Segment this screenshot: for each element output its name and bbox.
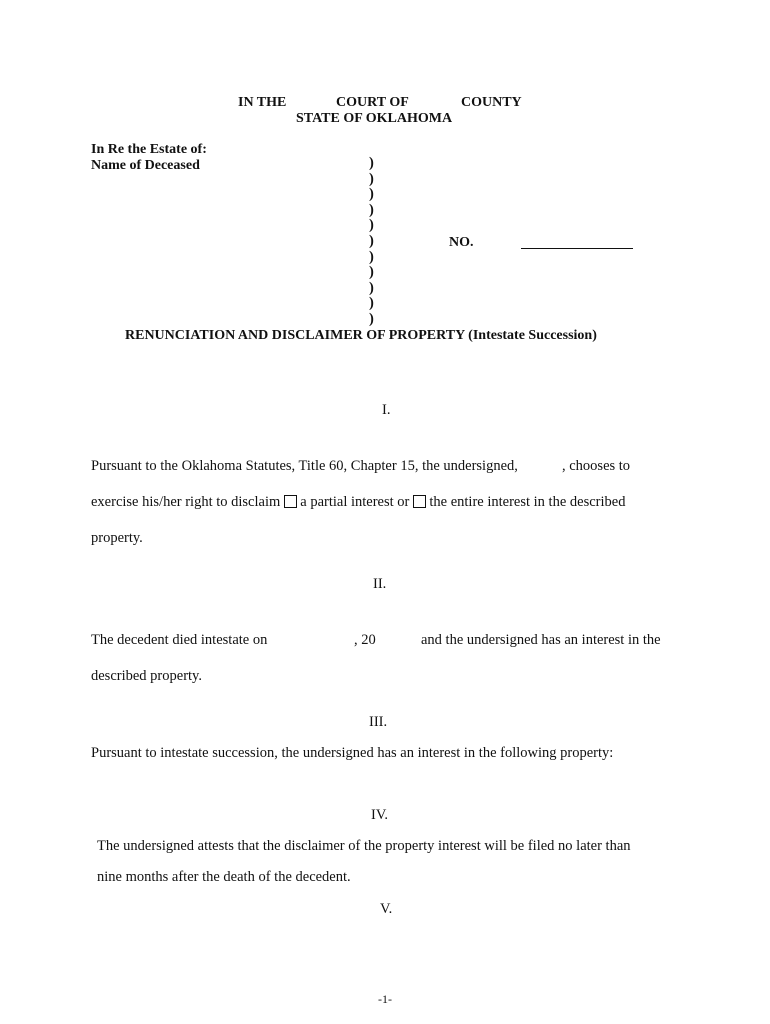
document-title: RENUNCIATION AND DISCLAIMER OF PROPERTY (Intestate Succession) [125,328,597,343]
paren: ) [369,217,374,234]
paren: ) [369,170,374,187]
paren: ) [369,248,374,265]
page-number: -1- [378,992,392,1006]
section-2-line-1-b: , 20 [354,632,376,648]
section-4-numeral: IV. [371,807,389,823]
section-1-disclaim-text: exercise his/her right to disclaim [91,494,281,510]
paren: ) [369,201,374,218]
deceased-label: Name of Deceased [91,158,200,173]
case-no-label: NO. [449,235,474,250]
section-2-line-2: described property. [91,668,202,684]
header-court-of: COURT OF [336,95,409,110]
paren: ) [369,295,374,312]
caption-parentheses [369,156,374,328]
section-4-line-2: nine months after the death of the decedent. [97,869,351,885]
partial-interest-label: a partial interest or [300,494,410,510]
entire-interest-checkbox[interactable] [413,495,426,508]
section-2-line-1-a: The decedent died intestate on [91,632,268,648]
section-1-line-3: property. [91,530,143,546]
estate-label: In Re the Estate of: [91,142,207,157]
section-2-numeral: II. [373,576,387,592]
case-no-field[interactable] [521,248,633,249]
paren: ) [369,155,374,171]
section-1-line-1-end: , chooses to [562,458,631,474]
paren: ) [369,186,374,203]
section-4-line-1: The undersigned attests that the disclaimer of the property interest will be filed no later than [97,838,631,854]
section-3-line-1: Pursuant to intestate succession, the undersigned has an interest in the following property: [91,745,614,761]
section-1-text: Pursuant to the Oklahoma Statutes, Title 60, Chapter 15, the undersigned, [91,458,518,474]
section-1-numeral: I. [382,402,391,418]
entire-interest-label: the entire interest in the described [429,494,626,510]
section-1-line-1 [91,458,518,475]
header-in-the: IN THE [238,95,287,110]
section-2-line-1-c: and the undersigned has an interest in the [421,632,661,648]
section-1-line-2 [91,494,625,511]
paren: ) [369,279,374,296]
header-county: COUNTY [461,95,522,110]
paren: ) [369,232,374,249]
paren: ) [369,310,374,327]
partial-interest-checkbox[interactable] [284,495,297,508]
paren: ) [369,264,374,281]
header-state: STATE OF OKLAHOMA [296,111,453,126]
section-3-numeral: III. [369,714,388,730]
section-5-numeral: V. [380,901,393,917]
